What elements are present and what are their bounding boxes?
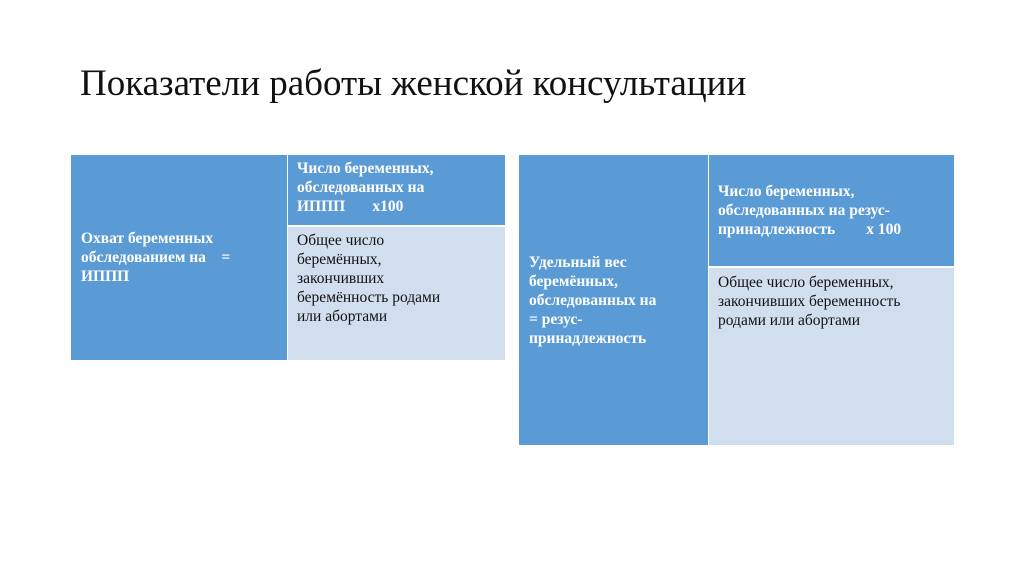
coverage-label: Охват беременных обследованием на = ИППП (81, 230, 231, 285)
rh-share-denominator-cell (708, 267, 955, 446)
rh-share-numerator-cell (708, 154, 955, 267)
rh-share-label: Удельный вес беремённых, обследованных на = резус- принадлежность (529, 253, 657, 347)
rh-share-label-cell (518, 154, 709, 446)
rh-share-numerator: Число беременных, обследованных на резус- принадлежность х 100 (718, 183, 902, 238)
rh-share-denominator: Общее число беременных, закончивших беременность родами или абортами (718, 274, 901, 329)
coverage-label-cell (70, 154, 288, 361)
coverage-denominator-cell (287, 226, 506, 361)
coverage-numerator-cell (287, 154, 506, 226)
slide-title: Показатели работы женской консультации (80, 63, 747, 104)
coverage-denominator: Общее число беремённых, закончивших беремённость родами или абортами (297, 232, 441, 325)
coverage-numerator: Число беременных, обследованных на ИППП х100 (297, 160, 434, 215)
